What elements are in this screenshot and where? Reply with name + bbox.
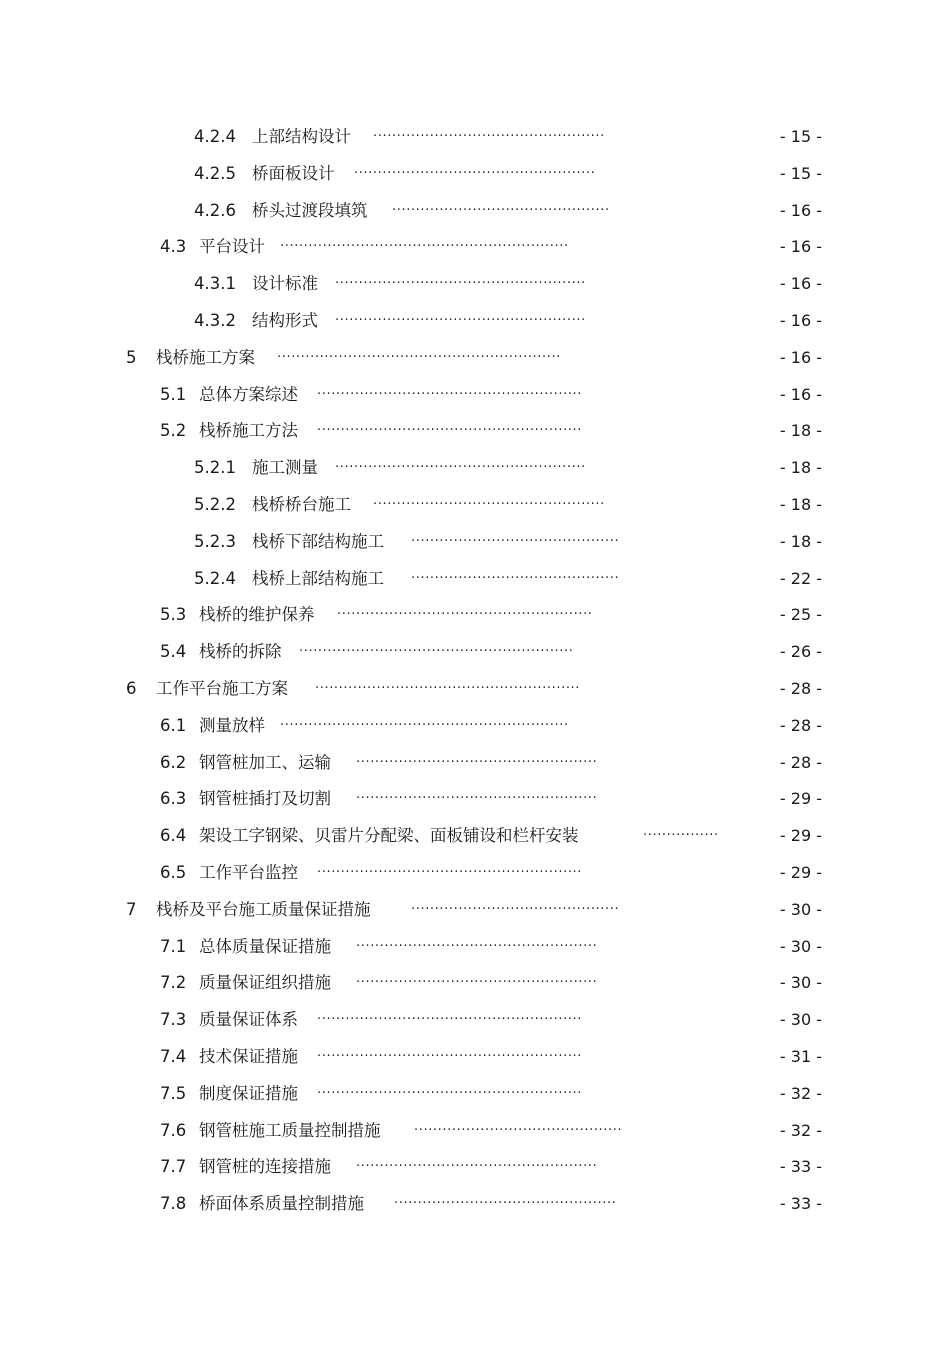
toc-entry-title: 桥头过渡段填筑 — [252, 200, 368, 220]
toc-entry-number: 6.3 — [160, 789, 187, 809]
toc-entry-page: - 16 - — [779, 200, 822, 220]
toc-entry-page: - 30 - — [779, 1010, 822, 1030]
toc-entry-number: 7.3 — [160, 1010, 187, 1030]
toc-entry-number: 5.2.1 — [194, 458, 236, 478]
toc-entry-page: - 33 - — [779, 1194, 822, 1214]
toc-dot-leader: ................................................... — [354, 161, 596, 177]
toc-entry-6-4[interactable] — [0, 818, 950, 855]
toc-dot-leader: ............................................ — [414, 1118, 623, 1134]
toc-entry-title: 设计标准 — [252, 274, 318, 294]
toc-entry-number: 5.3 — [160, 605, 187, 625]
toc-dot-leader: ............................................ — [411, 897, 620, 913]
toc-dot-leader: ........................................................ — [317, 1081, 583, 1097]
toc-dot-leader: ............................................................ — [277, 345, 561, 361]
toc-dot-leader: ................................................... — [356, 971, 598, 987]
toc-entry-5-3[interactable] — [0, 597, 950, 634]
toc-entry-number: 4.2.4 — [194, 127, 236, 146]
toc-entry-page: - 16 - — [779, 310, 822, 330]
toc-entry-number: 6 — [126, 678, 137, 698]
toc-dot-leader: ...................................................... — [337, 603, 593, 619]
toc-entry-page: - 16 - — [779, 384, 822, 404]
toc-entry-title: 总体方案综述 — [199, 384, 298, 404]
toc-entry-number: 7.4 — [160, 1046, 187, 1066]
toc-entry-number: 6.1 — [160, 715, 187, 735]
toc-entry-title: 栈桥的维护保养 — [199, 605, 315, 625]
toc-entry-4-2-6[interactable] — [0, 193, 950, 230]
toc-entry-7[interactable] — [0, 892, 950, 929]
toc-dot-leader: ........................................................ — [317, 1044, 583, 1060]
toc-entry-page: - 25 - — [779, 605, 822, 625]
toc-entry-title: 栈桥桥台施工 — [252, 494, 351, 514]
toc-entry-number: 6.4 — [160, 826, 187, 846]
table-of-contents — [0, 119, 950, 1223]
toc-entry-6-1[interactable] — [0, 708, 950, 745]
toc-entry-title: 结构形式 — [252, 310, 318, 330]
toc-entry-number: 6.5 — [160, 862, 187, 882]
toc-entry-page: - 16 - — [779, 274, 822, 294]
toc-entry-page: - 28 - — [779, 715, 822, 735]
toc-entry-page: - 28 - — [779, 752, 822, 772]
toc-dot-leader: ................................................... — [356, 1155, 598, 1171]
toc-entry-title: 栈桥及平台施工质量保证措施 — [156, 899, 371, 919]
toc-dot-leader: ..................................................... — [335, 272, 586, 288]
toc-entry-number: 5.2.3 — [194, 531, 236, 551]
toc-entry-title: 架设工字钢梁、贝雷片分配梁、面板铺设和栏杆安装 — [199, 826, 579, 846]
toc-entry-number: 7.6 — [160, 1120, 187, 1140]
toc-entry-5[interactable] — [0, 340, 950, 377]
toc-entry-title: 总体质量保证措施 — [199, 936, 331, 956]
toc-entry-7-7[interactable] — [0, 1149, 950, 1186]
toc-dot-leader: ..................................................... — [335, 308, 586, 324]
toc-entry-title: 工作平台施工方案 — [156, 678, 288, 698]
toc-entry-page: - 18 - — [779, 531, 822, 551]
toc-entry-number: 4.3 — [160, 237, 187, 257]
toc-entry-page: - 32 - — [779, 1083, 822, 1103]
toc-entry-title: 栈桥下部结构施工 — [252, 531, 384, 551]
toc-entry-title: 钢管桩插打及切割 — [199, 789, 331, 809]
toc-entry-7-4[interactable] — [0, 1039, 950, 1076]
toc-entry-number: 7.8 — [160, 1194, 187, 1214]
toc-entry-title: 质量保证体系 — [199, 1010, 298, 1030]
toc-dot-leader: ................................................. — [373, 125, 605, 140]
toc-entry-7-1[interactable] — [0, 929, 950, 966]
toc-entry-title: 质量保证组织措施 — [199, 973, 331, 993]
toc-entry-number: 7.7 — [160, 1157, 187, 1177]
toc-entry-7-3[interactable] — [0, 1002, 950, 1039]
toc-entry-title: 工作平台监控 — [199, 862, 298, 882]
toc-entry-number: 4.3.2 — [194, 310, 236, 330]
toc-dot-leader: ................................................. — [373, 492, 605, 508]
toc-entry-number: 7 — [126, 899, 137, 919]
toc-entry-title: 钢管桩施工质量控制措施 — [199, 1120, 381, 1140]
toc-entry-page: - 22 - — [779, 568, 822, 588]
toc-dot-leader: ............................................................. — [280, 235, 569, 251]
toc-entry-title: 栈桥上部结构施工 — [252, 568, 384, 588]
toc-entry-title: 桥面板设计 — [252, 163, 335, 183]
toc-entry-number: 5 — [126, 347, 137, 367]
toc-entry-number: 5.2.4 — [194, 568, 236, 588]
toc-entry-4-3[interactable] — [0, 229, 950, 266]
toc-entry-page: - 29 - — [779, 862, 822, 882]
toc-entry-5-2-3[interactable] — [0, 524, 950, 561]
toc-entry-title: 技术保证措施 — [199, 1046, 298, 1066]
toc-dot-leader: ........................................................ — [317, 1008, 583, 1024]
toc-entry-page: - 33 - — [779, 1157, 822, 1177]
toc-dot-leader: ........................................................ — [315, 676, 581, 692]
toc-dot-leader: .......................................................... — [299, 640, 574, 656]
toc-entry-page: - 30 - — [779, 973, 822, 993]
toc-entry-title: 栈桥施工方法 — [199, 421, 298, 441]
toc-entry-4-3-2[interactable] — [0, 303, 950, 340]
toc-entry-7-6[interactable] — [0, 1113, 950, 1150]
toc-entry-5-2-4[interactable] — [0, 561, 950, 598]
toc-entry-title: 桥面体系质量控制措施 — [199, 1194, 364, 1214]
toc-entry-page: - 16 - — [779, 347, 822, 367]
toc-entry-number: 7.2 — [160, 973, 187, 993]
toc-dot-leader: ................................................... — [356, 787, 598, 803]
toc-dot-leader: ................ — [643, 824, 719, 840]
toc-entry-4-2-5[interactable] — [0, 156, 950, 193]
toc-entry-page: - 16 - — [779, 237, 822, 257]
toc-dot-leader: ..................................................... — [335, 456, 586, 472]
toc-entry-5-2[interactable] — [0, 413, 950, 450]
toc-entry-6-2[interactable] — [0, 745, 950, 782]
toc-dot-leader: ........................................................ — [317, 860, 583, 876]
toc-entry-6-5[interactable] — [0, 855, 950, 892]
toc-entry-7-5[interactable] — [0, 1076, 950, 1113]
toc-dot-leader: ........................................................ — [317, 382, 583, 398]
toc-dot-leader: ........................................................ — [317, 419, 583, 435]
toc-dot-leader: ............................................... — [394, 1192, 617, 1208]
toc-entry-4-2-4[interactable] — [0, 119, 950, 156]
toc-entry-6[interactable] — [0, 671, 950, 708]
toc-entry-number: 7.1 — [160, 936, 187, 956]
toc-entry-title: 制度保证措施 — [199, 1083, 298, 1103]
toc-dot-leader: ................................................... — [356, 934, 598, 950]
toc-entry-title: 钢管桩的连接措施 — [199, 1157, 331, 1177]
toc-entry-title: 施工测量 — [252, 458, 318, 478]
toc-dot-leader: .............................................. — [392, 198, 610, 214]
toc-entry-7-8[interactable] — [0, 1186, 950, 1223]
toc-entry-4-3-1[interactable] — [0, 266, 950, 303]
toc-entry-page: - 15 - — [779, 163, 822, 183]
toc-entry-title: 测量放样 — [199, 715, 265, 735]
toc-entry-page: - 29 - — [779, 826, 822, 846]
toc-entry-number: 4.3.1 — [194, 274, 236, 294]
toc-entry-page: - 18 - — [779, 421, 822, 441]
toc-entry-number: 5.1 — [160, 384, 187, 404]
toc-entry-number: 4.2.6 — [194, 200, 236, 220]
toc-entry-6-3[interactable] — [0, 781, 950, 818]
toc-entry-page: - 31 - — [779, 1046, 822, 1066]
toc-entry-number: 4.2.5 — [194, 163, 236, 183]
toc-entry-title: 栈桥的拆除 — [199, 642, 282, 662]
toc-entry-page: - 15 - — [779, 127, 822, 146]
toc-entry-page: - 28 - — [779, 678, 822, 698]
toc-entry-5-4[interactable] — [0, 634, 950, 671]
toc-entry-number: 6.2 — [160, 752, 187, 772]
toc-entry-number: 5.2 — [160, 421, 187, 441]
toc-dot-leader: ............................................ — [411, 529, 620, 545]
toc-entry-title: 钢管桩加工、运输 — [199, 752, 331, 772]
toc-entry-number: 5.2.2 — [194, 494, 236, 514]
toc-entry-page: - 32 - — [779, 1120, 822, 1140]
toc-dot-leader: ............................................................. — [280, 713, 569, 729]
toc-entry-5-2-2[interactable] — [0, 487, 950, 524]
toc-entry-number: 5.4 — [160, 642, 187, 662]
toc-entry-page: - 30 - — [779, 936, 822, 956]
toc-entry-page: - 18 - — [779, 494, 822, 514]
toc-entry-7-2[interactable] — [0, 965, 950, 1002]
toc-entry-page: - 18 - — [779, 458, 822, 478]
toc-entry-page: - 29 - — [779, 789, 822, 809]
toc-entry-page: - 30 - — [779, 899, 822, 919]
toc-dot-leader: ............................................ — [411, 566, 620, 582]
toc-dot-leader: ................................................... — [356, 750, 598, 766]
toc-entry-title: 上部结构设计 — [252, 127, 351, 146]
toc-entry-5-1[interactable] — [0, 377, 950, 414]
toc-entry-page: - 26 - — [779, 642, 822, 662]
toc-entry-number: 7.5 — [160, 1083, 187, 1103]
toc-entry-title: 栈桥施工方案 — [156, 347, 255, 367]
toc-entry-title: 平台设计 — [199, 237, 265, 257]
toc-entry-5-2-1[interactable] — [0, 450, 950, 487]
